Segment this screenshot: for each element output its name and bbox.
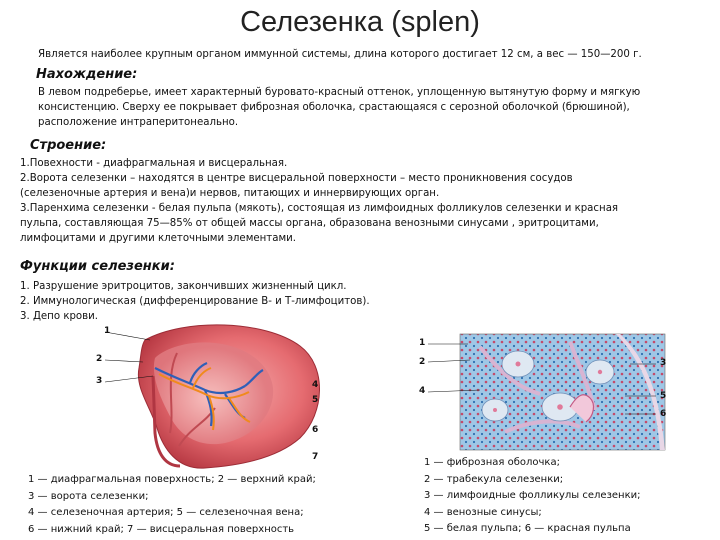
- structure-line: 3.Паренхима селезенки - белая пульпа (мякоть), состоящая из лимфоидных фолликулов селезенки и красная: [20, 203, 619, 214]
- right-figure-number: 4: [419, 386, 426, 396]
- right-figure-number: 3: [660, 358, 667, 368]
- left-figure-caption: [28, 472, 316, 538]
- caption-line: 3 — ворота селезенки;: [28, 490, 149, 502]
- intro-text: Является наиболее крупным органом иммунной системы, длина которого достигает 12 см, а вес — 150—200 г.: [38, 49, 642, 60]
- spleen-illustration: [95, 318, 330, 473]
- functions-line: 2. Иммунологическая (дифференцирование В- и Т-лимфоцитов).: [20, 296, 370, 307]
- right-figure-number: 2: [419, 357, 426, 367]
- structure-line: 1.Повехности - диафрагмальная и висцеральная.: [20, 158, 288, 169]
- right-figure-number: 5: [660, 391, 667, 401]
- caption-line: 1 — диафрагмальная поверхность; 2 — верхний край;: [28, 474, 316, 485]
- location-line: консистенцию. Сверху ее покрывает фиброзная оболочка, срастающаяся с серозной оболочкой (брюшиной),: [38, 102, 630, 113]
- left-figure-number: 3: [96, 376, 103, 386]
- location-line: В левом подреберье, имеет характерный буровато-красный оттенок, уплощенную вытянутую форму и мягкую: [38, 87, 641, 98]
- structure-text: [20, 156, 618, 246]
- caption-line: 6 — нижний край; 7 — висцеральная поверхность: [28, 523, 295, 535]
- page-title: Селезенка (splen): [240, 6, 480, 38]
- left-figure-number: 7: [312, 452, 319, 462]
- structure-line: лимфоцитами и другими клеточными элементами.: [20, 233, 297, 244]
- right-figure-caption: [424, 455, 640, 538]
- functions-line: 1. Разрушение эритроцитов, закончивших жизненный цикл.: [20, 281, 347, 292]
- location-line: расположение интраперитонеально.: [38, 117, 239, 128]
- right-figure-number: 6: [660, 409, 667, 419]
- caption-line: 1 — фиброзная оболочка;: [424, 457, 560, 468]
- spleen-histology-illustration: [420, 332, 670, 452]
- functions-heading: Функции селезенки:: [20, 259, 175, 274]
- left-figure-number: 6: [312, 425, 319, 435]
- structure-line: пульпа, составляющая 75—85% от общей массы органа, образована венозными синусами , эритроцитами,: [20, 218, 599, 229]
- left-figure-number: 5: [312, 395, 319, 405]
- caption-line: 2 — трабекула селезенки;: [424, 473, 564, 485]
- location-heading: Нахождение:: [36, 67, 138, 82]
- functions-line: 3. Депо крови.: [20, 311, 99, 322]
- location-text: [38, 85, 640, 130]
- caption-line: 4 — венозные синусы;: [424, 506, 542, 518]
- left-figure-number: 1: [104, 326, 111, 336]
- structure-heading: Строение:: [30, 138, 107, 153]
- left-figure-number: 2: [96, 354, 103, 364]
- structure-line: 2.Ворота селезенки – находятся в центре висцеральной поверхности – место проникновения сосудов: [20, 173, 573, 184]
- caption-line: 3 — лимфоидные фолликулы селезенки;: [424, 490, 641, 501]
- left-figure-number: 4: [312, 380, 319, 390]
- caption-line: 4 — селезеночная артерия; 5 — селезеночная вена;: [28, 507, 304, 518]
- right-figure-number: 1: [419, 338, 426, 348]
- caption-line: 5 — белая пульпа; 6 — красная пульпа: [424, 523, 631, 534]
- structure-line: (селезеночные артерия и вена)и нервов, питающих и иннервирующих орган.: [20, 188, 440, 199]
